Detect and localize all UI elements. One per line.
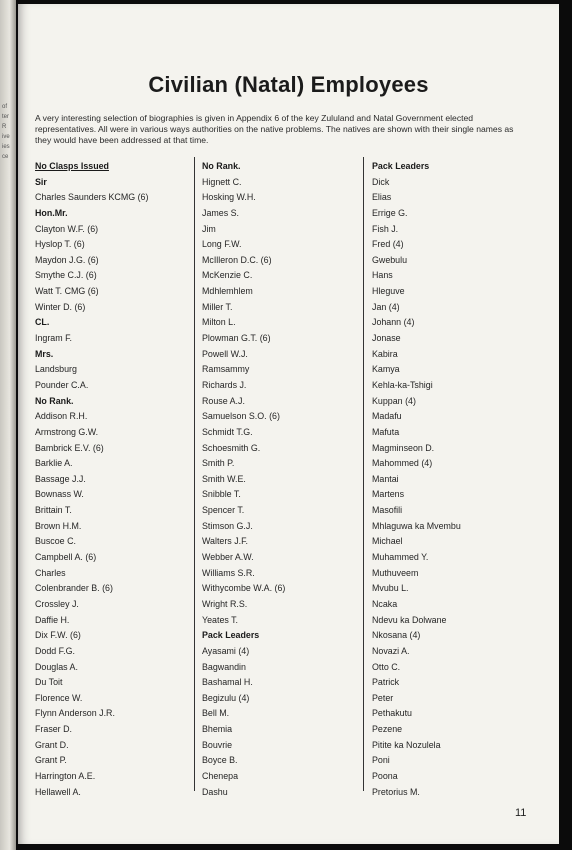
list-item: James S. [202, 207, 239, 218]
list-item: Pitite ka Nozulela [372, 739, 441, 750]
list-item: Miller T. [202, 301, 233, 312]
list-item: Madafu [372, 411, 402, 422]
page-title: Civilian (Natal) Employees [148, 72, 429, 97]
page-number: 11 [515, 807, 527, 819]
list-item: Mvubu L. [372, 583, 409, 594]
name-column-2 [202, 159, 362, 800]
name-column-1 [35, 159, 195, 800]
list-item: Bhemia [202, 724, 233, 735]
section-heading: CL. [35, 317, 50, 328]
adjacent-page-text: of [2, 104, 8, 110]
list-item: Smith W.E. [202, 473, 246, 484]
list-item: Winter D. (6) [35, 301, 86, 312]
adjacent-page-text: ies [2, 144, 10, 150]
list-item: Colenbrander B. (6) [35, 583, 113, 594]
list-item: Schoesmith G. [202, 442, 261, 453]
list-item: Mantai [372, 473, 399, 484]
name-column-3 [372, 159, 532, 800]
section-heading: No Clasps Issued [35, 161, 109, 171]
list-item: Brown H.M. [35, 520, 82, 531]
list-item: Mahommed (4) [372, 458, 433, 469]
list-item: Du Toit [35, 677, 63, 688]
list-item: Fraser D. [35, 724, 72, 735]
list-item: Pethakutu [372, 708, 412, 719]
section-heading: Hon.Mr. [35, 207, 68, 218]
list-item: Magminseon D. [372, 442, 435, 453]
list-item: Martens [372, 489, 405, 500]
list-item: Ramsammy [202, 364, 250, 375]
list-item: Campbell A. (6) [35, 552, 97, 563]
adjacent-page-edge [0, 0, 16, 850]
list-item: Poona [372, 770, 398, 781]
list-item: Begizulu (4) [202, 692, 250, 703]
list-item: Milton L. [202, 317, 236, 328]
list-item: Poni [372, 755, 390, 766]
list-item: Williams S.R. [202, 567, 255, 578]
list-item: Bouvrie [202, 739, 233, 750]
list-item: Novazi A. [372, 645, 410, 656]
list-item: McKenzie C. [202, 270, 253, 281]
list-item: Walters J.F. [202, 536, 249, 547]
list-item: Rouse A.J. [202, 395, 245, 406]
list-item: Charles [35, 567, 66, 578]
list-item: Long F.W. [202, 239, 242, 250]
list-item: Flynn Anderson J.R. [35, 708, 115, 719]
list-item: Ncaka [372, 598, 398, 609]
section-heading: Mrs. [35, 348, 54, 359]
list-item: Grant P. [35, 755, 67, 766]
list-item: Dick [372, 176, 390, 187]
list-item: Hosking W.H. [202, 192, 256, 203]
list-item: Yeates T. [202, 614, 239, 625]
list-item: Dashu [202, 786, 228, 797]
list-item: Johann (4) [372, 317, 415, 328]
list-item: Jonase [372, 333, 401, 344]
list-item: Charles Saunders KCMG (6) [35, 192, 149, 203]
list-item: Ayasami (4) [202, 645, 250, 656]
list-item: Bambrick E.V. (6) [35, 442, 104, 453]
list-item: Brittain T. [35, 505, 72, 516]
list-item: Richards J. [202, 379, 247, 390]
list-item: Hans [372, 270, 393, 281]
list-item: Gwebulu [372, 254, 408, 265]
list-item: Armstrong G.W. [35, 426, 99, 437]
list-item: Elias [372, 192, 392, 203]
adjacent-page-text: ter [2, 114, 10, 120]
list-item: Crossley J. [35, 598, 79, 609]
list-item: Daffie H. [35, 614, 70, 625]
adjacent-page-text: ce [2, 154, 9, 160]
list-item: Ingram F. [35, 333, 72, 344]
list-item: Bownass W. [35, 489, 84, 500]
list-item: Snibble T. [202, 489, 241, 500]
list-item: Otto C. [372, 661, 401, 672]
list-item: Smith P. [202, 458, 235, 469]
list-item: Harrington A.E. [35, 770, 96, 781]
list-item: McIlleron D.C. (6) [202, 254, 272, 265]
list-item: Watt T. CMG (6) [35, 286, 99, 297]
list-item: Boyce B. [202, 755, 238, 766]
list-item: Pounder C.A. [35, 379, 89, 390]
list-item: Fish J. [372, 223, 399, 234]
list-item: Douglas A. [35, 661, 78, 672]
section-heading: Pack Leaders [372, 161, 430, 171]
list-item: Clayton W.F. (6) [35, 223, 99, 234]
list-item: Dix F.W. (6) [35, 630, 81, 641]
list-item: Nkosana (4) [372, 630, 421, 641]
list-item: Addison R.H. [35, 411, 88, 422]
list-item: Hellawell A. [35, 786, 81, 797]
adjacent-page-text: R [2, 124, 7, 130]
list-item: Masofili [372, 505, 403, 516]
list-item: Spencer T. [202, 505, 245, 516]
list-item: Buscoe C. [35, 536, 76, 547]
list-item: Bassage J.J. [35, 473, 86, 484]
list-item: Samuelson S.O. (6) [202, 411, 280, 422]
list-item: Hyslop T. (6) [35, 239, 85, 250]
list-item: Powell W.J. [202, 348, 248, 359]
list-item: Mhlaguwa ka Mvembu [372, 520, 461, 531]
list-item: Pretorius M. [372, 786, 420, 797]
list-item: Patrick [372, 677, 400, 688]
list-item: Schmidt T.G. [202, 426, 253, 437]
intro-paragraph: A very interesting selection of biographies is given in Appendix 6 of the key Zululand and Natal Government elected representatives. All were in various ways authorities on the native problems. The natives are shown with their single names as they would have been addressed at that time. [35, 113, 514, 145]
list-item: Jim [202, 223, 216, 234]
list-item: Webber A.W. [202, 552, 254, 563]
list-item: Withycombe W.A. (6) [202, 583, 286, 594]
list-item: Dodd F.G. [35, 645, 75, 656]
list-item: Mdhlemhlem [202, 286, 253, 297]
list-item: Florence W. [35, 692, 83, 703]
list-item: Jan (4) [372, 301, 400, 312]
list-item: Maydon J.G. (6) [35, 254, 99, 265]
section-heading: Sir [35, 176, 47, 187]
list-item: Michael [372, 536, 403, 547]
list-item: Chenepa [202, 770, 239, 781]
list-item: Kehla-ka-Tshigi [372, 379, 433, 390]
list-item: Grant D. [35, 739, 69, 750]
list-item: Ndevu ka Dolwane [372, 614, 447, 625]
list-item: Muthuveem [372, 567, 419, 578]
list-item: Barklie A. [35, 458, 73, 469]
list-item: Bashamal H. [202, 677, 253, 688]
list-item: Bagwandin [202, 661, 246, 672]
list-item: Hleguve [372, 286, 405, 297]
list-item: Plowman G.T. (6) [202, 333, 271, 344]
list-item: Peter [372, 692, 394, 703]
list-item: Hignett C. [202, 176, 242, 187]
list-item: Fred (4) [372, 239, 404, 250]
section-heading: Pack Leaders [202, 630, 260, 641]
section-heading: No Rank. [35, 395, 74, 406]
list-item: Bell M. [202, 708, 230, 719]
list-item: Landsburg [35, 364, 77, 375]
list-item: Pezene [372, 724, 403, 735]
section-heading: No Rank. [202, 161, 241, 171]
list-item: Smythe C.J. (6) [35, 270, 97, 281]
list-item: Mafuta [372, 426, 400, 437]
list-item: Wright R.S. [202, 598, 248, 609]
list-item: Kabira [372, 348, 398, 359]
list-item: Stimson G.J. [202, 520, 253, 531]
list-item: Muhammed Y. [372, 552, 429, 563]
list-item: Kuppan (4) [372, 395, 416, 406]
column-divider [363, 157, 364, 791]
list-item: Errige G. [372, 207, 408, 218]
list-item: Kamya [372, 364, 400, 375]
adjacent-page-text: ive [2, 134, 10, 140]
book-page [18, 4, 559, 844]
